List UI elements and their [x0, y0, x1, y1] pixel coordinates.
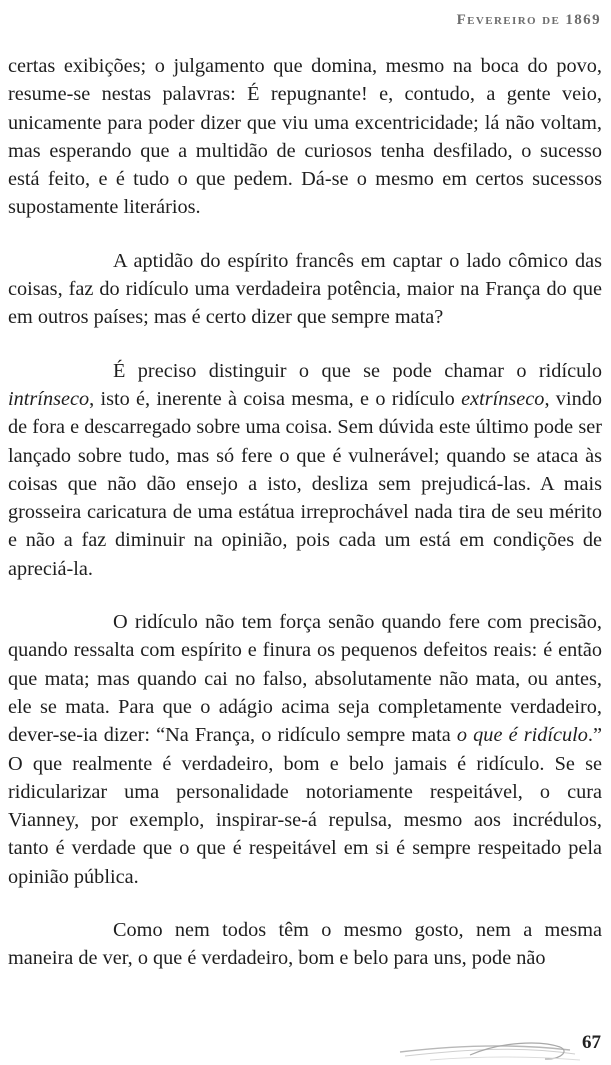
- paragraph-text: O ridículo não tem força senão quando fere com precisão, quando ressalta com espírito e finura os pequenos defeitos reais: é então que mata; mas quando cai no falso, absolutamente não mata, ou antes, ele se mata. Para que o adágio acima seja completamente verdadeiro, dever-se-ia dizer: “Na França, o ridículo sempre mata: [8, 611, 602, 747]
- paragraph-text: A aptidão do espírito francês em captar o lado cômico das coisas, faz do ridículo uma verdadeira potência, maior na França do que em outros países; mas é certo dizer que sempre mata?: [8, 249, 602, 329]
- paragraph-text: É preciso distinguir o que se pode chamar o ridículo: [113, 359, 602, 382]
- running-header: Fevereiro de 1869: [456, 12, 601, 28]
- italic-term: o que é ridículo: [456, 724, 588, 747]
- paragraph-text: Como nem todos têm o mesmo gosto, nem a mesma maneira de ver, o que é verdadeiro, bom e belo para uns, pode não: [8, 919, 602, 970]
- paragraph-text: , isto é, inerente à coisa mesma, e o ridículo: [89, 387, 462, 410]
- paragraph-2: [8, 247, 602, 332]
- italic-term: extrínseco: [461, 387, 545, 410]
- paragraph-1: [8, 52, 602, 222]
- paragraph-3: [8, 357, 602, 583]
- paragraph-text: certas exibições; o julgamento que domina, mesmo na boca do povo, resume-se nestas palavras: É repugnante! e, contudo, a gente veio, unicamente para poder dizer que viu uma excentricidade; lá não voltam, mas esperando que a multidão de curiosos tenha desfilado, o sucesso está feito, e é tudo o que pedem. Dá-se o mesmo em certos sucessos supostamente literários.: [8, 55, 602, 219]
- page-body: [8, 52, 602, 973]
- paragraph-text: .” O que realmente é verdadeiro, bom e belo jamais é ridículo. Se se ridicularizar uma personalidade notoriamente respeitável, o cura Vianney, por exemplo, inspirar-se-á repulsa, mesmo aos incrédulos, tanto é verdade que o que é respeitável em si é sempre respeitado pela opinião pública.: [8, 724, 602, 888]
- page-number: 67: [582, 1032, 601, 1053]
- paragraph-4: [8, 608, 602, 891]
- italic-term: intrínseco: [8, 387, 90, 410]
- footer-flourish-ornament: [0, 1020, 611, 1065]
- paragraph-text: , vindo de fora e descarregado sobre uma coisa. Sem dúvida este último pode ser lançado sobre tudo, mas só fere o que é vulnerável; quando se ataca às coisas que não dão ensejo a isto, desliza sem prejudicá-las. A mais grosseira caricatura de uma estátua irreprochável nada tira de seu mérito e não a faz diminuir na opinião, pois cada um está em condições de apreciá-la.: [8, 387, 603, 580]
- paragraph-5: [8, 916, 602, 973]
